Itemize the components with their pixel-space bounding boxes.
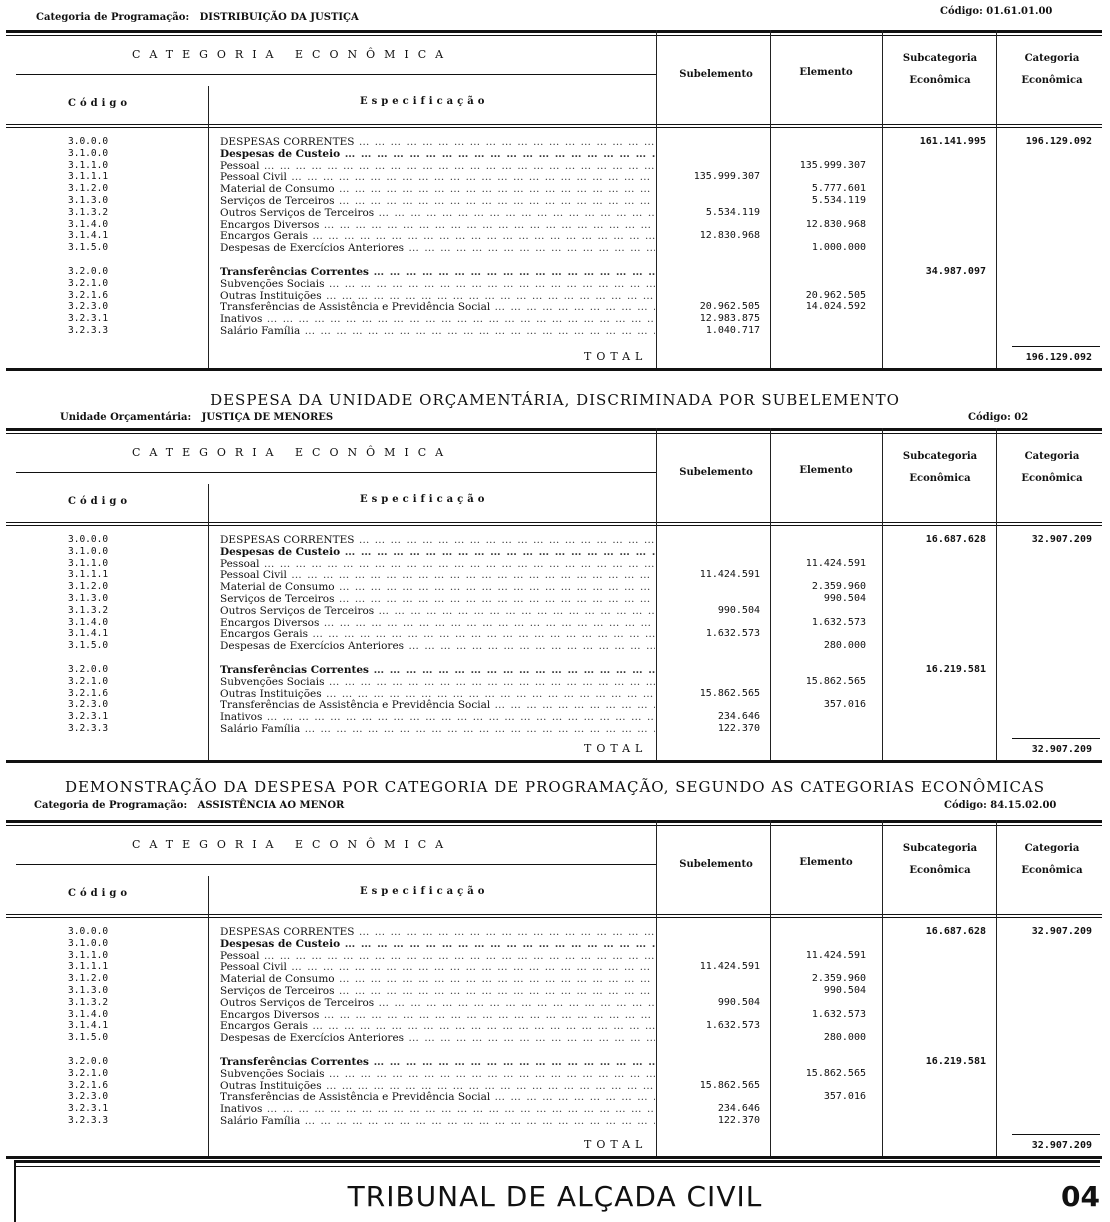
table-row <box>0 1115 1110 1127</box>
table-row <box>0 242 1110 254</box>
section-3-category-header <box>34 800 344 811</box>
row-subelemento: 12.830.968 <box>699 230 760 242</box>
row-elemento: 11.424.591 <box>805 557 866 569</box>
table-row <box>0 1056 1110 1068</box>
categoria-header: Categoria Econômica <box>1021 843 1083 876</box>
table-top-rule-thin <box>6 35 1102 36</box>
row-code: 3.1.2.0 <box>68 581 109 593</box>
row-specification: Pessoal Civil … … … … … … … … … … … … … … … … … … … … … … … … … … … … … … … … … … … … … <box>220 961 655 973</box>
subcategoria-header: Subcategoria Econômica <box>902 843 978 876</box>
row-code: 3.2.3.0 <box>68 699 109 711</box>
row-code: 3.2.3.0 <box>68 1091 109 1103</box>
table-row <box>0 183 1110 195</box>
unit-code-header <box>968 412 1028 423</box>
row-code: 3.2.1.6 <box>68 289 109 301</box>
row-specification: Despesas de Custeio … … … … … … … … … … … … … … … … … … … … … … … … … … … … … … … … … … … … … <box>220 148 655 160</box>
row-subcategoria: 161.141.995 <box>919 136 986 147</box>
total-rule <box>1012 1134 1100 1135</box>
row-specification: Subvenções Sociais … … … … … … … … … … … … … … … … … … … … … … … … … … … … … … … … … … … … … <box>220 1068 655 1080</box>
row-specification: Outros Serviços de Terceiros … … … … … … … … … … … … … … … … … … … … … … … … … … … … … … … … … … … … … <box>220 997 655 1009</box>
row-subelemento: 20.962.505 <box>699 301 760 313</box>
table-row <box>0 325 1110 337</box>
row-specification: Encargos Diversos … … … … … … … … … … … … … … … … … … … … … … … … … … … … … … … … … … … … … <box>220 219 655 231</box>
row-specification: Salário Família … … … … … … … … … … … … … … … … … … … … … … … … … … … … … … … … … … … … … <box>220 1115 655 1127</box>
row-subcategoria: 16.687.628 <box>925 926 986 937</box>
code-header <box>940 6 1052 17</box>
table-row <box>0 973 1110 985</box>
row-specification: Despesas de Exercícios Anteriores … … … … … … … … … … … … … … … … … … … … … … … … … … … … … … … … … … … … … <box>220 640 655 652</box>
row-subelemento: 12.983.875 <box>699 313 760 325</box>
row-specification: Pessoal Civil … … … … … … … … … … … … … … … … … … … … … … … … … … … … … … … … … … … … … <box>220 569 655 581</box>
code-label: Código: <box>940 6 983 17</box>
row-subelemento: 234.646 <box>717 711 760 723</box>
subcategoria-header: Subcategoria Econômica <box>902 451 978 484</box>
section-3-code-value: 84.15.02.00 <box>990 800 1057 811</box>
footer-rule <box>14 1160 1100 1163</box>
row-specification: Serviços de Terceiros … … … … … … … … … … … … … … … … … … … … … … … … … … … … … … … … … … … … … <box>220 985 655 997</box>
row-elemento: 12.830.968 <box>805 218 866 230</box>
row-code: 3.1.4.0 <box>68 218 109 230</box>
code-value: 01.61.01.00 <box>986 6 1053 17</box>
row-code: 3.1.4.0 <box>68 616 109 628</box>
row-elemento: 2.359.960 <box>811 581 866 593</box>
categoria-economica-header: CATEGORIA ECONÔMICA <box>132 48 453 61</box>
row-specification: Serviços de Terceiros … … … … … … … … … … … … … … … … … … … … … … … … … … … … … … … … … … … … … <box>220 593 655 605</box>
header-bottom-rule <box>6 522 1102 523</box>
row-specification: Pessoal Civil … … … … … … … … … … … … … … … … … … … … … … … … … … … … … … … … … … … … … <box>220 171 655 183</box>
row-code: 3.1.3.0 <box>68 195 109 206</box>
table-row <box>0 997 1110 1009</box>
table-row <box>0 581 1110 593</box>
row-specification: Serviços de Terceiros … … … … … … … … … … … … … … … … … … … … … … … … … … … … … … … … … … … … … <box>220 195 655 207</box>
table-row <box>0 1103 1110 1115</box>
unit-code-value: 02 <box>1014 412 1029 423</box>
subcategoria-header: Subcategoria Econômica <box>902 53 978 86</box>
row-specification: Despesas de Exercícios Anteriores … … … … … … … … … … … … … … … … … … … … … … … … … … … … … … … … … … … … … <box>220 242 655 254</box>
unit-code-label: Código: <box>968 412 1011 423</box>
row-code: 3.0.0.0 <box>68 136 109 147</box>
row-subcategoria: 34.987.097 <box>925 266 986 277</box>
row-specification: Outras Instituições … … … … … … … … … … … … … … … … … … … … … … … … … … … … … … … … … … … … … <box>220 688 655 700</box>
budget-unit-header <box>60 412 333 423</box>
row-elemento: 1.000.000 <box>811 242 866 254</box>
codigo-header: Código <box>68 496 132 507</box>
row-subelemento: 135.999.307 <box>693 171 760 183</box>
row-code: 3.1.5.0 <box>68 640 109 652</box>
table-row <box>0 219 1110 231</box>
row-code: 3.1.3.2 <box>68 996 109 1008</box>
programming-category-header <box>36 12 359 23</box>
row-code: 3.2.0.0 <box>68 266 109 277</box>
row-code: 3.1.1.0 <box>68 557 109 569</box>
total-value: 196.129.092 <box>1025 352 1092 363</box>
budget-unit-value: JUSTIÇA DE MENORES <box>201 412 334 423</box>
total-label: TOTAL <box>584 1138 648 1151</box>
table-row <box>0 1044 1110 1056</box>
row-subelemento: 122.370 <box>717 1115 760 1126</box>
header-bottom-rule-2 <box>6 917 1102 918</box>
table-top-rule-thin <box>6 433 1102 434</box>
row-subelemento: 11.424.591 <box>699 569 760 581</box>
row-specification: Transferências Correntes … … … … … … … … … … … … … … … … … … … … … … … … … … … … … … … … … … … … … <box>220 266 655 278</box>
section-3-code-header <box>944 800 1056 811</box>
table-row <box>0 926 1110 938</box>
row-elemento: 14.024.592 <box>805 301 866 313</box>
table-row <box>0 676 1110 688</box>
row-code: 3.1.4.1 <box>68 628 109 640</box>
table-top-rule <box>6 820 1102 823</box>
codigo-header: Código <box>68 98 132 109</box>
row-specification: Despesas de Exercícios Anteriores … … … … … … … … … … … … … … … … … … … … … … … … … … … … … … … … … … … … … <box>220 1032 655 1044</box>
table-row <box>0 617 1110 629</box>
row-specification: Material de Consumo … … … … … … … … … … … … … … … … … … … … … … … … … … … … … … … … … … … … … <box>220 973 655 985</box>
row-code: 3.1.2.0 <box>68 973 109 985</box>
row-code: 3.2.3.1 <box>68 711 109 723</box>
programming-category-value: DISTRIBUIÇÃO DA JUSTIÇA <box>199 12 359 23</box>
row-code: 3.1.3.2 <box>68 206 109 218</box>
row-code: 3.2.0.0 <box>68 664 109 675</box>
row-code: 3.1.4.0 <box>68 1008 109 1020</box>
footer-title: TRIBUNAL DE ALÇADA CIVIL <box>347 1180 763 1213</box>
total-rule <box>1012 346 1100 347</box>
row-code: 3.1.2.0 <box>68 183 109 195</box>
row-code: 3.1.1.1 <box>68 171 109 183</box>
row-elemento: 2.359.960 <box>811 973 866 985</box>
codigo-header: Código <box>68 888 132 899</box>
row-elemento: 280.000 <box>823 1032 866 1044</box>
row-subelemento: 1.632.573 <box>705 1020 760 1032</box>
table-row <box>0 938 1110 950</box>
row-code: 3.2.3.3 <box>68 1115 109 1126</box>
row-code: 3.1.0.0 <box>68 147 109 159</box>
subelemento-header: Subelemento <box>679 69 753 80</box>
table-row <box>0 254 1110 266</box>
table-2 <box>0 428 1110 764</box>
row-specification: DESPESAS CORRENTES … … … … … … … … … … … … … … … … … … … … … … … … … … … … … … … … … … … … … <box>220 926 655 938</box>
row-code: 3.1.0.0 <box>68 937 109 949</box>
table-row <box>0 640 1110 652</box>
total-label: TOTAL <box>584 742 648 755</box>
table-row <box>0 278 1110 290</box>
table-row <box>0 950 1110 962</box>
row-specification: Pessoal … … … … … … … … … … … … … … … … … … … … … … … … … … … … … … … … … … … … … <box>220 950 655 962</box>
row-elemento: 990.504 <box>823 985 866 996</box>
row-code: 3.2.3.3 <box>68 723 109 734</box>
row-categoria: 196.129.092 <box>1025 136 1092 147</box>
footer-rule-thin <box>14 1166 1100 1167</box>
table-row <box>0 664 1110 676</box>
row-specification: Transferências Correntes … … … … … … … … … … … … … … … … … … … … … … … … … … … … … … … … … … … … … <box>220 1056 655 1068</box>
row-code: 3.2.1.6 <box>68 1079 109 1091</box>
row-specification: Inativos … … … … … … … … … … … … … … … … … … … … … … … … … … … … … … … … … … … … … <box>220 711 655 723</box>
row-elemento: 15.862.565 <box>805 1067 866 1079</box>
total-value: 32.907.209 <box>1031 1140 1092 1151</box>
budget-unit-label: Unidade Orçamentária: <box>60 412 192 423</box>
row-specification: Encargos Diversos … … … … … … … … … … … … … … … … … … … … … … … … … … … … … … … … … … … … … <box>220 617 655 629</box>
row-subelemento: 990.504 <box>717 604 760 616</box>
row-code: 3.2.1.0 <box>68 675 109 687</box>
row-specification: Outras Instituições … … … … … … … … … … … … … … … … … … … … … … … … … … … … … … … … … … … … … <box>220 290 655 302</box>
section-3-category-label: Categoria de Programação: <box>34 800 188 811</box>
row-specification: Transferências de Assistência e Previdência Social … … … … … … … … … … … … … … … … … … … … … … … … … … … … … … … … … … … … … <box>220 699 655 711</box>
row-specification: Salário Família … … … … … … … … … … … … … … … … … … … … … … … … … … … … … … … … … … … … … <box>220 325 655 337</box>
table-row <box>0 985 1110 997</box>
total-rule <box>1012 738 1100 739</box>
table-row <box>0 558 1110 570</box>
table-3 <box>0 820 1110 1160</box>
row-specification: Despesas de Custeio … … … … … … … … … … … … … … … … … … … … … … … … … … … … … … … … … … … … … <box>220 938 655 950</box>
row-subcategoria: 16.219.581 <box>925 664 986 675</box>
row-specification: Encargos Gerais … … … … … … … … … … … … … … … … … … … … … … … … … … … … … … … … … … … … … <box>220 230 655 242</box>
categoria-header: Categoria Econômica <box>1021 451 1083 484</box>
categoria-divider <box>16 74 656 75</box>
table-row <box>0 605 1110 617</box>
especificacao-header: Especificação <box>360 96 489 107</box>
row-specification: DESPESAS CORRENTES … … … … … … … … … … … … … … … … … … … … … … … … … … … … … … … … … … … … … <box>220 534 655 546</box>
row-subelemento: 990.504 <box>717 996 760 1008</box>
row-subelemento: 122.370 <box>717 723 760 734</box>
row-categoria: 32.907.209 <box>1031 534 1092 545</box>
table-row <box>0 313 1110 325</box>
table-row <box>0 207 1110 219</box>
row-specification: Material de Consumo … … … … … … … … … … … … … … … … … … … … … … … … … … … … … … … … … … … … … <box>220 581 655 593</box>
elemento-header: Elemento <box>799 857 853 868</box>
row-elemento: 135.999.307 <box>799 159 866 171</box>
table-bottom-rule <box>6 760 1102 763</box>
row-code: 3.1.4.1 <box>68 230 109 242</box>
categoria-divider <box>16 864 656 865</box>
row-specification: Encargos Diversos … … … … … … … … … … … … … … … … … … … … … … … … … … … … … … … … … … … … … <box>220 1009 655 1021</box>
row-code: 3.1.1.1 <box>68 569 109 581</box>
row-elemento: 280.000 <box>823 640 866 652</box>
table-row <box>0 171 1110 183</box>
table-row <box>0 266 1110 278</box>
table-bottom-rule <box>6 1156 1102 1159</box>
row-elemento: 357.016 <box>823 1091 866 1103</box>
table-top-rule <box>6 30 1102 33</box>
table-row <box>0 301 1110 313</box>
row-elemento: 1.632.573 <box>811 616 866 628</box>
row-subelemento: 5.534.119 <box>705 206 760 218</box>
row-code: 3.1.3.0 <box>68 985 109 996</box>
row-specification: Encargos Gerais … … … … … … … … … … … … … … … … … … … … … … … … … … … … … … … … … … … … … <box>220 628 655 640</box>
section-3-code-label: Código: <box>944 800 987 811</box>
row-specification: Pessoal … … … … … … … … … … … … … … … … … … … … … … … … … … … … … … … … … … … … … <box>220 558 655 570</box>
table-row <box>0 688 1110 700</box>
row-code: 3.0.0.0 <box>68 534 109 545</box>
row-subelemento: 15.862.565 <box>699 687 760 699</box>
table-row <box>0 593 1110 605</box>
programming-category-label: Categoria de Programação: <box>36 12 190 23</box>
table-row <box>0 546 1110 558</box>
row-elemento: 990.504 <box>823 593 866 604</box>
row-elemento: 1.632.573 <box>811 1008 866 1020</box>
header-bottom-rule-2 <box>6 525 1102 526</box>
row-subelemento: 15.862.565 <box>699 1079 760 1091</box>
row-specification: Outras Instituições … … … … … … … … … … … … … … … … … … … … … … … … … … … … … … … … … … … … … <box>220 1080 655 1092</box>
row-specification: Salário Família … … … … … … … … … … … … … … … … … … … … … … … … … … … … … … … … … … … … … <box>220 723 655 735</box>
table-1 <box>0 30 1110 372</box>
row-code: 3.2.3.3 <box>68 325 109 336</box>
row-code: 3.2.3.0 <box>68 301 109 313</box>
elemento-header: Elemento <box>799 465 853 476</box>
row-specification: Pessoal … … … … … … … … … … … … … … … … … … … … … … … … … … … … … … … … … … … … … <box>220 160 655 172</box>
row-code: 3.2.3.1 <box>68 1103 109 1115</box>
table-bottom-rule <box>6 368 1102 371</box>
row-specification: Despesas de Custeio … … … … … … … … … … … … … … … … … … … … … … … … … … … … … … … … … … … … … <box>220 546 655 558</box>
table-row <box>0 1009 1110 1021</box>
total-value: 32.907.209 <box>1031 744 1092 755</box>
row-subelemento: 11.424.591 <box>699 961 760 973</box>
total-label: TOTAL <box>584 350 648 363</box>
table-row <box>0 569 1110 581</box>
section-3-category-value: ASSISTÊNCIA AO MENOR <box>197 800 345 811</box>
subelemento-header: Subelemento <box>679 467 753 478</box>
row-specification: Outros Serviços de Terceiros … … … … … … … … … … … … … … … … … … … … … … … … … … … … … … … … … … … … … <box>220 605 655 617</box>
row-specification: Transferências Correntes … … … … … … … … … … … … … … … … … … … … … … … … … … … … … … … … … … … … … <box>220 664 655 676</box>
row-elemento: 15.862.565 <box>805 675 866 687</box>
row-subcategoria: 16.219.581 <box>925 1056 986 1067</box>
row-specification: Transferências de Assistência e Previdência Social … … … … … … … … … … … … … … … … … … … … … … … … … … … … … … … … … … … … … <box>220 1091 655 1103</box>
table-row <box>0 628 1110 640</box>
row-specification: Transferências de Assistência e Previdência Social … … … … … … … … … … … … … … … … … … … … … … … … … … … … … … … … … … … … … <box>220 301 655 313</box>
table-row <box>0 961 1110 973</box>
row-code: 3.1.0.0 <box>68 545 109 557</box>
row-specification: DESPESAS CORRENTES … … … … … … … … … … … … … … … … … … … … … … … … … … … … … … … … … … … … … <box>220 136 655 148</box>
table-row <box>0 230 1110 242</box>
header-bottom-rule-2 <box>6 127 1102 128</box>
row-code: 3.1.1.0 <box>68 949 109 961</box>
row-code: 3.1.5.0 <box>68 1032 109 1044</box>
especificacao-header: Especificação <box>360 886 489 897</box>
row-elemento: 20.962.505 <box>805 289 866 301</box>
row-specification: Subvenções Sociais … … … … … … … … … … … … … … … … … … … … … … … … … … … … … … … … … … … … … <box>220 278 655 290</box>
subelemento-header: Subelemento <box>679 859 753 870</box>
table-row <box>0 148 1110 160</box>
table-row <box>0 652 1110 664</box>
row-categoria: 32.907.209 <box>1031 926 1092 937</box>
table-row <box>0 1068 1110 1080</box>
row-subcategoria: 16.687.628 <box>925 534 986 545</box>
elemento-header: Elemento <box>799 67 853 78</box>
header-bottom-rule <box>6 124 1102 125</box>
row-elemento: 357.016 <box>823 699 866 711</box>
categoria-header: Categoria Econômica <box>1021 53 1083 86</box>
table-top-rule <box>6 428 1102 431</box>
categoria-divider <box>16 472 656 473</box>
table-row <box>0 1080 1110 1092</box>
section-2-title: DESPESA DA UNIDADE ORÇAMENTÁRIA, DISCRIMINADA POR SUBELEMENTO <box>210 391 900 409</box>
table-row <box>0 195 1110 207</box>
table-row <box>0 160 1110 172</box>
row-elemento: 11.424.591 <box>805 949 866 961</box>
row-elemento: 5.534.119 <box>811 195 866 206</box>
row-specification: Inativos … … … … … … … … … … … … … … … … … … … … … … … … … … … … … … … … … … … … … <box>220 1103 655 1115</box>
page-number: 04 <box>1061 1180 1100 1213</box>
categoria-economica-header: CATEGORIA ECONÔMICA <box>132 446 453 459</box>
row-subelemento: 234.646 <box>717 1103 760 1115</box>
especificacao-header: Especificação <box>360 494 489 505</box>
row-code: 3.0.0.0 <box>68 926 109 937</box>
table-top-rule-thin <box>6 825 1102 826</box>
row-code: 3.2.1.0 <box>68 277 109 289</box>
row-code: 3.2.0.0 <box>68 1056 109 1067</box>
table-row <box>0 699 1110 711</box>
row-code: 3.1.1.1 <box>68 961 109 973</box>
table-row <box>0 723 1110 735</box>
table-row <box>0 1020 1110 1032</box>
table-row <box>0 711 1110 723</box>
row-subelemento: 1.040.717 <box>705 325 760 336</box>
row-specification: Encargos Gerais … … … … … … … … … … … … … … … … … … … … … … … … … … … … … … … … … … … … … <box>220 1020 655 1032</box>
row-code: 3.1.1.0 <box>68 159 109 171</box>
header-bottom-rule <box>6 914 1102 915</box>
categoria-economica-header: CATEGORIA ECONÔMICA <box>132 838 453 851</box>
row-code: 3.1.5.0 <box>68 242 109 254</box>
row-specification: Outros Serviços de Terceiros … … … … … … … … … … … … … … … … … … … … … … … … … … … … … … … … … … … … … <box>220 207 655 219</box>
row-code: 3.1.4.1 <box>68 1020 109 1032</box>
table-row <box>0 1032 1110 1044</box>
row-elemento: 5.777.601 <box>811 183 866 195</box>
row-code: 3.2.1.0 <box>68 1067 109 1079</box>
row-code: 3.1.3.0 <box>68 593 109 604</box>
row-specification: Subvenções Sociais … … … … … … … … … … … … … … … … … … … … … … … … … … … … … … … … … … … … … <box>220 676 655 688</box>
table-row <box>0 1091 1110 1103</box>
row-subelemento: 1.632.573 <box>705 628 760 640</box>
row-specification: Material de Consumo … … … … … … … … … … … … … … … … … … … … … … … … … … … … … … … … … … … … … <box>220 183 655 195</box>
section-3-title: DEMONSTRAÇÃO DA DESPESA POR CATEGORIA DE PROGRAMAÇÃO, SEGUNDO AS CATEGORIAS ECONÔMICAS <box>64 778 1046 796</box>
table-row <box>0 136 1110 148</box>
row-code: 3.1.3.2 <box>68 604 109 616</box>
table-row <box>0 534 1110 546</box>
row-specification: Inativos … … … … … … … … … … … … … … … … … … … … … … … … … … … … … … … … … … … … … <box>220 313 655 325</box>
row-code: 3.2.1.6 <box>68 687 109 699</box>
table-row <box>0 290 1110 302</box>
row-code: 3.2.3.1 <box>68 313 109 325</box>
